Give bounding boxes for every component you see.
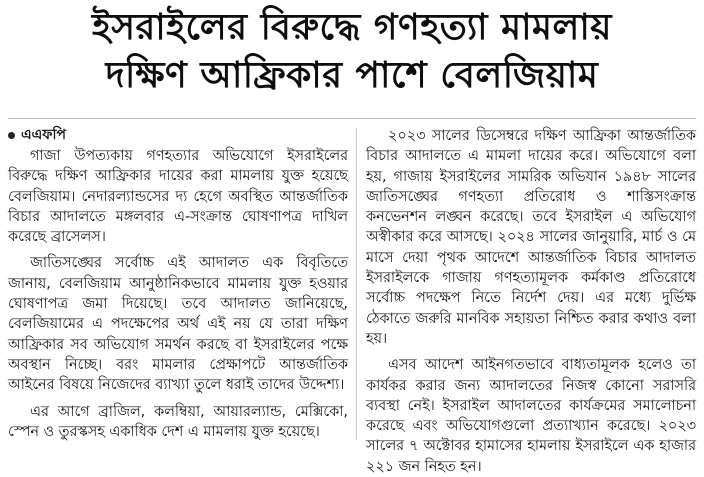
headline-rule: [8, 118, 696, 119]
paragraph: গাজা উপত্যকায় গণহত্যার অভিযোগে ইসরাইলের বিরুদ্ধে দক্ষিণ আফ্রিকার দায়ের করা মামলায় যুক্ত হয়েছে বেলজিয়াম। নেদারল্যান্ডসের দ্য হেগে অবস্থিত আন্তর্জাতিক বিচার আদালতে মঙ্গলবার এ-সংক্রান্ত ঘোষণাপত্র দাখিল করেছে ব্রাসেলস।: [8, 148, 348, 246]
article-column-left: [8, 126, 348, 442]
article-column-right: [366, 126, 696, 477]
bullet-icon: [8, 132, 15, 139]
paragraph: ২০২৩ সালের ডিসেম্বরে দক্ষিণ আফ্রিকা আন্তর্জাতিক বিচার আদালতে এ মামলা দায়ের করে। অভিযোগে বলা হয়, গাজায় ইসরাইলের সামরিক অভিযান ১৯৪৮ সালের জাতিসঙ্ঘের গণহত্যা প্রতিরোধ ও শাস্তিসংক্রান্ত কনভেনশন লঙ্ঘন করেছে। তবে ইসরাইল এ অভিযোগ অস্বীকার করে আসছে। ২০২৪ সালের জানুয়ারি, মার্চ ও মে মাসে দেয়া পৃথক আদেশে আন্তর্জাতিক বিচার আদালত ইসরাইলকে গাজায় গণহত্যামূলক কর্মকাণ্ড প্রতিরোধে সর্বোচ্চ পদক্ষেপ নিতে নির্দেশ দেয়। এর মধ্যে দুর্ভিক্ষ ঠেকাতে জরুরি মানবিক সহায়তা নিশ্চিত করার কথাও বলা হয়।: [366, 128, 696, 347]
paragraph: এসব আদেশ আইনগতভাবে বাধ্যতামূলক হলেও তা কার্যকর করার জন্য আদালতের নিজস্ব কোনো সরাসরি ব্যবস্থা নেই। ইসরাইল আদালতের কার্যক্রমের সমালোচনা করেছে এবং অভিযোগগুলো প্রত্যাখ্যান করেছে। ২০২৩ সালের ৭ অক্টোবর হামাসের হামলায় ইসরাইলে এক হাজার ২২১ জন নিহত হন।: [366, 357, 696, 475]
headline-line-2: দক্ষিণ আফ্রিকার পাশে বেলজিয়াম: [105, 55, 599, 96]
byline-text: এএফপি: [21, 127, 67, 143]
paragraph: এর আগে ব্রাজিল, কলম্বিয়া, আয়ারল্যান্ড, মেক্সিকো, স্পেন ও তুরস্কসহ একাধিক দেশ এ মামলায় যুক্ত হয়েছে।: [8, 403, 348, 440]
paragraph: জাতিসঙ্ঘের সর্বোচ্চ এই আদালত এক বিবৃতিতে জানায়, বেলজিয়াম আনুষ্ঠানিকভাবে মামলায় যুক্ত হওয়ার ঘোষণাপত্র জমা দিয়েছে। তবে আদালত জানিয়েছে, বেলজিয়ামের এ পদক্ষেপের অর্থ এই নয় যে তারা দক্ষিণ আফ্রিকার সব অভিযোগ সমর্থন করছে বা ইসরাইলের পক্ষে অবস্থান নিচ্ছে। বরং মামলার প্রেক্ষাপটে আন্তর্জাতিক আইনের বিষয়ে নিজেদের ব্যাখ্যা তুলে ধরাই তাদের উদ্দেশ্য।: [8, 255, 348, 394]
byline: [8, 126, 348, 144]
headline: [0, 4, 704, 100]
headline-line-1: ইসরাইলের বিরুদ্ধে গণহত্যা মামলায়: [91, 7, 613, 48]
column-divider: [356, 128, 357, 440]
